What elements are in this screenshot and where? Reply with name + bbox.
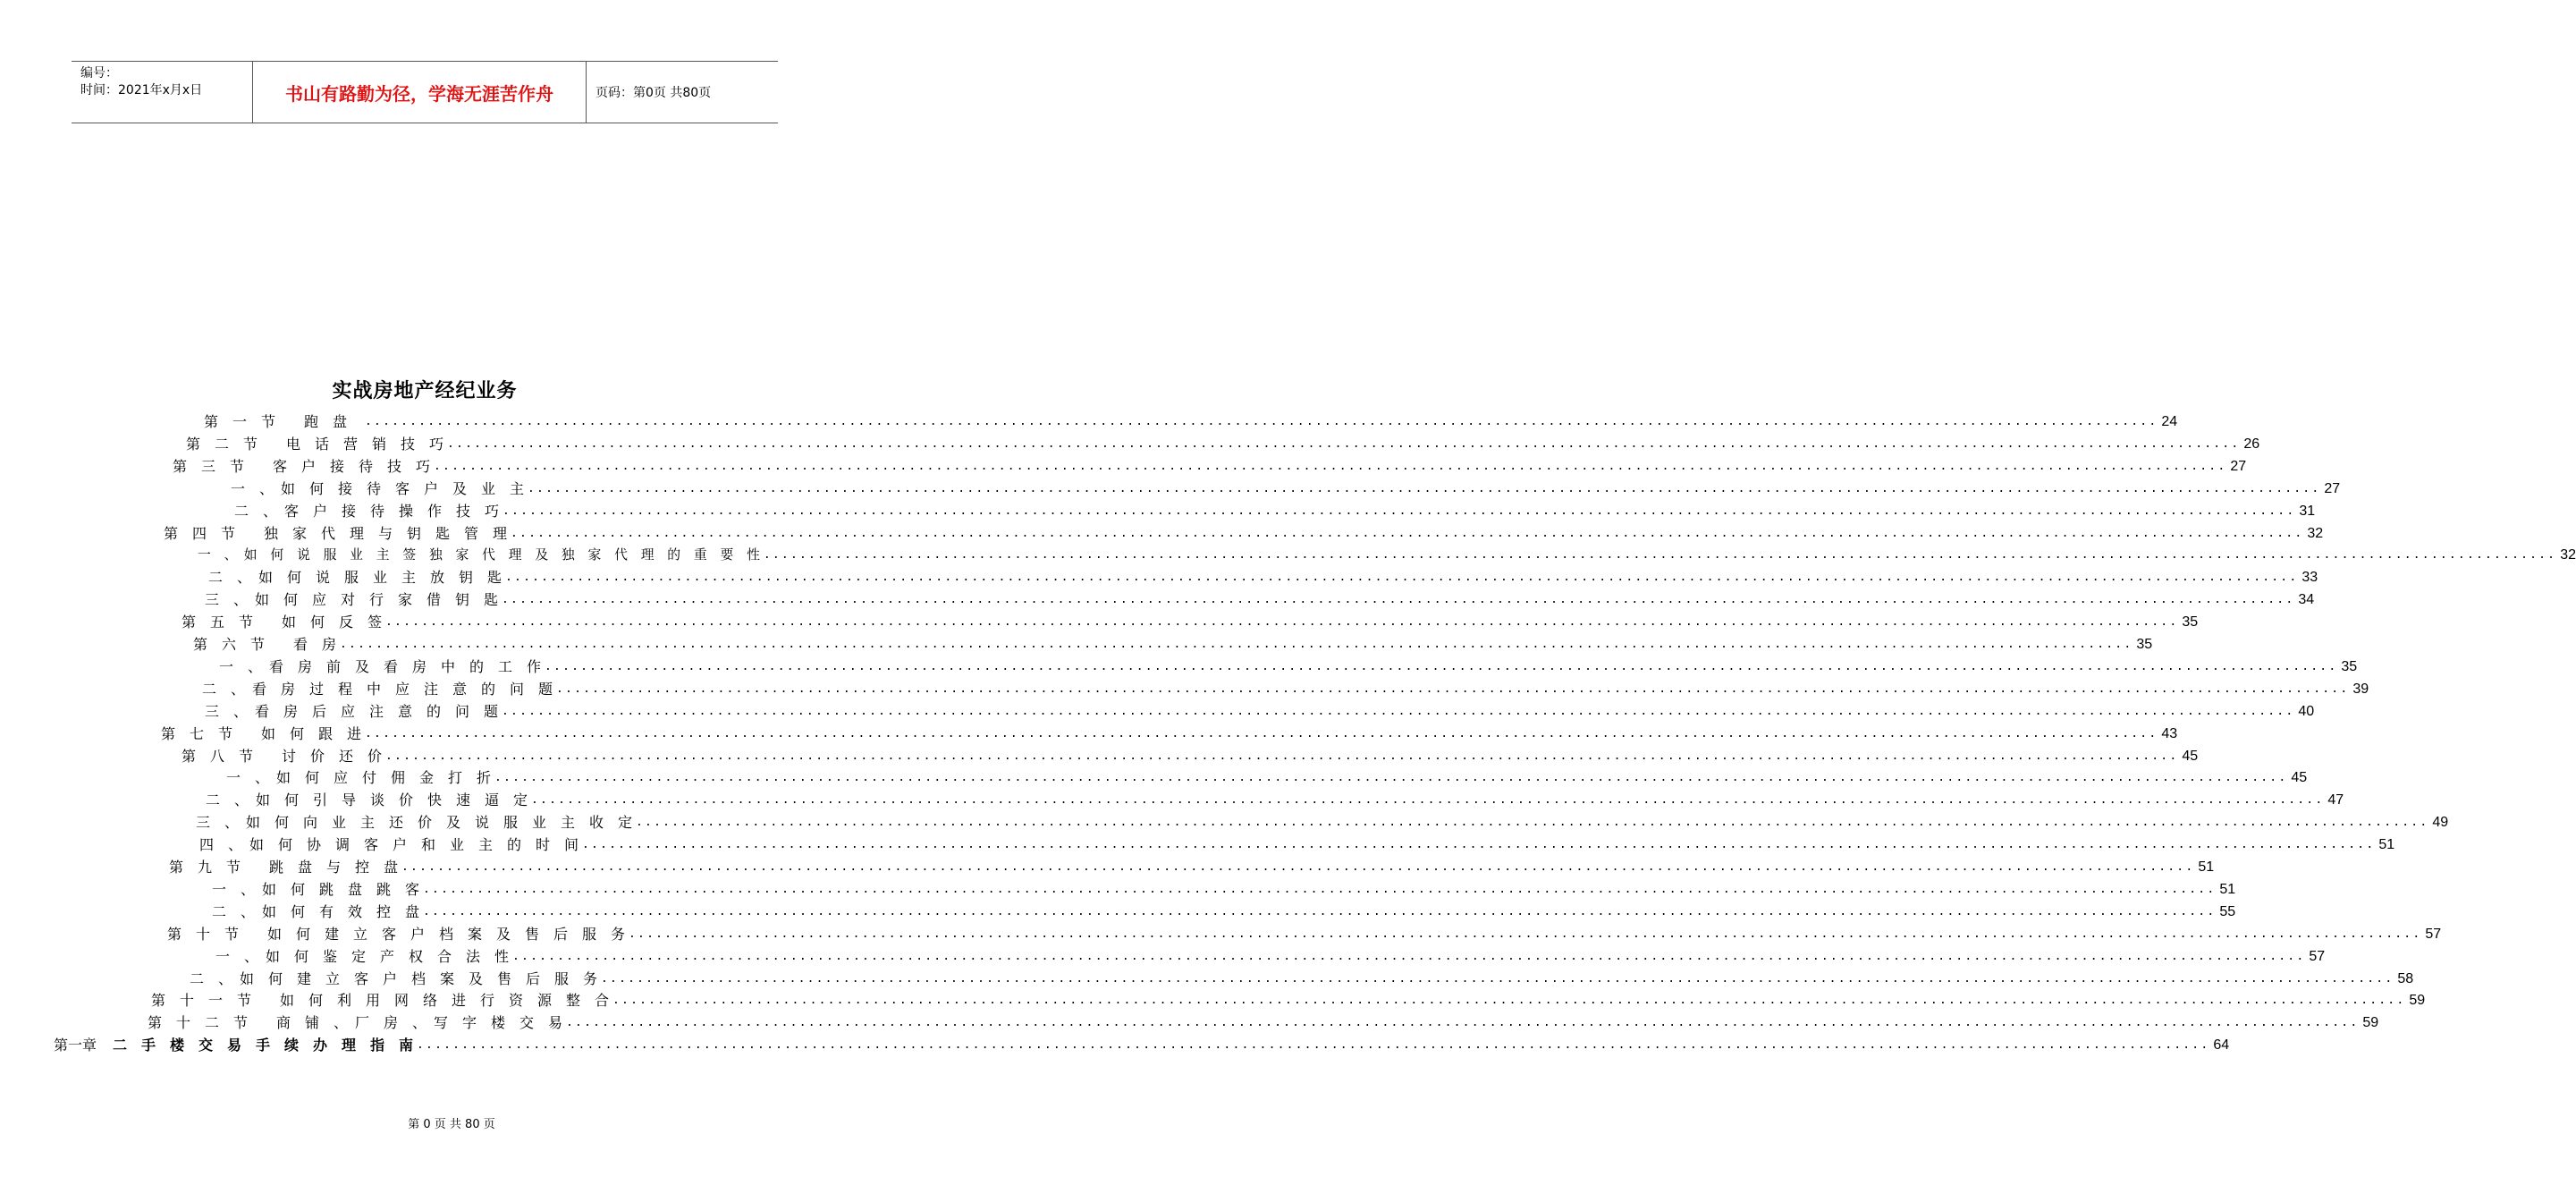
toc-entry-label: 一 、 如 何 鉴 定 产 权 合 法 性	[215, 947, 510, 965]
toc-page-number: 57	[2309, 948, 2326, 964]
toc-entry-label: 二 、 如 何 建 立 客 户 档 案 及 售 后 服 务	[190, 969, 598, 987]
toc-entry[interactable]	[182, 746, 2199, 767]
toc-page-number: 43	[2161, 725, 2178, 741]
toc-entry-label: 第 八 节 讨 价 还 价	[182, 747, 383, 765]
document-date: 时间：2021年x月x日	[80, 83, 203, 97]
toc-page-number: 40	[2298, 703, 2315, 719]
document-number: 编号：	[80, 66, 118, 80]
toc-leader-dots: ........................................................................................................................................................................................................	[503, 504, 2296, 518]
toc-entry[interactable]	[167, 924, 2442, 945]
toc-entry[interactable]	[182, 612, 2199, 633]
toc-entry-label: 第 五 节 如 何 反 签	[182, 614, 383, 631]
toc-entry-label: 一 、 如 何 说 服 业 主 签 独 家 代 理 及 独 家 代 理 的 重 要 性	[198, 547, 760, 563]
toc-page-number: 51	[2219, 881, 2236, 897]
toc-entry[interactable]	[202, 679, 2369, 700]
toc-leader-dots: ........................................................................................................................................................................................................	[423, 904, 2217, 918]
toc-entry[interactable]	[164, 523, 2324, 545]
toc-leader-dots: ........................................................................................................................................................................................................	[385, 749, 2179, 763]
page-footer: 第 0 页 共 80 页	[408, 1118, 495, 1131]
toc-entry-label: 第 十 一 节 如 何 利 用 网 络 进 行 资 源 整 合	[151, 992, 610, 1010]
toc-leader-dots: ........................................................................................................................................................................................................	[528, 481, 2321, 495]
toc-page-number: 27	[2324, 480, 2341, 496]
toc-page-number: 35	[2182, 614, 2199, 631]
toc-entry[interactable]	[169, 857, 2215, 878]
toc-entry[interactable]	[151, 990, 2426, 1012]
toc-leader-dots: ........................................................................................................................................................................................................	[556, 681, 2350, 696]
toc-page-number: 33	[2302, 570, 2318, 586]
toc-entry[interactable]	[199, 834, 2395, 856]
toc-chapter-prefix: 第一章	[54, 1037, 97, 1054]
toc-entry[interactable]	[204, 411, 2178, 433]
toc-page-number: 32	[2560, 547, 2576, 563]
toc-entry[interactable]	[205, 701, 2315, 723]
toc-entry-label: 一 、 看 房 前 及 看 房 中 的 工 作	[219, 657, 542, 675]
toc-leader-dots: ........................................................................................................................................................................................................	[566, 1016, 2360, 1030]
toc-page-number: 45	[2291, 770, 2308, 786]
toc-entry[interactable]	[234, 501, 2316, 522]
toc-page-number: 39	[2352, 681, 2369, 697]
toc-page-number: 45	[2182, 748, 2199, 764]
toc-entry[interactable]	[196, 812, 2449, 834]
toc-entry-label: 三 、 如 何 应 对 行 家 借 钥 匙	[205, 591, 499, 609]
toc-page-number: 55	[2219, 903, 2236, 919]
header-meta	[72, 62, 252, 123]
toc-leader-dots: ........................................................................................................................................................................................................	[434, 459, 2227, 473]
toc-entry-label: 三 、 看 房 后 应 注 意 的 问 题	[205, 702, 499, 720]
toc-leader-dots: ........................................................................................................................................................................................................	[365, 415, 2158, 428]
toc-entry[interactable]	[212, 902, 2236, 923]
toc-leader-dots: ........................................................................................................................................................................................................	[612, 994, 2406, 1008]
toc-entry-label: 第 一 节 跑 盘	[204, 413, 362, 430]
toc-entry[interactable]	[193, 634, 2153, 656]
toc-entry-label: 三 、 如 何 向 业 主 还 价 及 说 服 业 主 收 定	[196, 814, 633, 832]
toc-entry[interactable]	[212, 879, 2236, 901]
toc-leader-dots: ........................................................................................................................................................................................................	[423, 882, 2217, 896]
toc-leader-dots: ........................................................................................................................................................................................................	[401, 860, 2195, 874]
toc-leader-dots: ........................................................................................................................................................................................................	[502, 704, 2295, 718]
toc-entry[interactable]	[206, 790, 2344, 811]
toc-leader-dots: ........................................................................................................................................................................................................	[512, 949, 2306, 963]
toc-entry-label: 二 、 如 何 说 服 业 主 放 钥 匙	[208, 569, 503, 587]
toc-leader-dots: ........................................................................................................................................................................................................	[365, 726, 2158, 741]
toc-entry[interactable]	[231, 478, 2341, 500]
toc-entry[interactable]	[186, 434, 2260, 455]
toc-leader-dots: ........................................................................................................................................................................................................	[531, 793, 2325, 808]
toc-entry[interactable]	[205, 589, 2315, 611]
toc-entry-label: 第 七 节 如 何 跟 进	[161, 724, 362, 742]
toc-page-number: 59	[2362, 1015, 2379, 1031]
toc-page-number: 59	[2409, 993, 2426, 1009]
toc-entry-label: 第 九 节 跳 盘 与 控 盘	[169, 859, 399, 876]
header-page-info: 页码：第0页 共80页	[595, 86, 712, 100]
toc-leader-dots: ........................................................................................................................................................................................................	[545, 659, 2338, 673]
toc-entry[interactable]	[219, 656, 2358, 678]
toc-entry-label: 一 、 如 何 接 待 客 户 及 业 主	[231, 479, 525, 497]
toc-entry-label: 二 手 楼 交 易 手 续 办 理 指 南	[113, 1037, 414, 1054]
toc-leader-dots: ........................................................................................................................................................................................................	[502, 593, 2295, 607]
toc-entry-label: 二 、 如 何 引 导 谈 价 快 速 逼 定	[206, 791, 528, 809]
toc-leader-dots: ........................................................................................................................................................................................................	[763, 548, 2557, 563]
toc-page-number: 47	[2327, 792, 2344, 808]
toc-page-number: 32	[2307, 525, 2324, 541]
document-title: 实战房地产经纪业务	[332, 380, 518, 402]
toc-entry-label: 二 、 如 何 有 效 控 盘	[212, 902, 420, 920]
toc-entry-label: 二 、 客 户 接 待 操 作 技 巧	[234, 502, 500, 520]
toc-entry[interactable]	[198, 545, 2576, 566]
toc-leader-dots: ........................................................................................................................................................................................................	[505, 571, 2299, 585]
toc-leader-dots: ........................................................................................................................................................................................................	[494, 771, 2288, 785]
toc-page-number: 64	[2213, 1037, 2230, 1054]
toc-entry[interactable]	[148, 1012, 2379, 1034]
toc-leader-dots: ........................................................................................................................................................................................................	[582, 838, 2376, 852]
toc-page-number: 58	[2397, 970, 2414, 986]
toc-entry-label: 一 、 如 何 应 付 佣 金 打 折	[226, 769, 492, 787]
toc-leader-dots: ........................................................................................................................................................................................................	[601, 971, 2394, 986]
toc-leader-dots: ........................................................................................................................................................................................................	[511, 526, 2304, 540]
toc-page-number: 35	[2341, 658, 2358, 674]
toc-entry-label: 第 十 节 如 何 建 立 客 户 档 案 及 售 后 服 务	[167, 925, 626, 943]
toc-entry-label: 第 三 节 客 户 接 待 技 巧	[173, 457, 431, 475]
toc-page-number: 49	[2432, 815, 2449, 831]
toc-entry[interactable]	[215, 946, 2326, 968]
toc-entry[interactable]	[226, 767, 2308, 789]
toc-entry-label: 第 六 节 看 房	[193, 636, 337, 653]
page-header	[72, 61, 778, 123]
toc-page-number: 31	[2299, 503, 2316, 519]
toc-entry-label: 一 、 如 何 跳 盘 跳 客	[212, 880, 420, 898]
toc-leader-dots: ........................................................................................................................................................................................................	[340, 638, 2133, 651]
toc-leader-dots: ........................................................................................................................................................................................................	[447, 436, 2241, 451]
toc-page-number: 57	[2425, 926, 2442, 942]
toc-page-number: 35	[2136, 637, 2153, 652]
toc-page-number: 26	[2243, 436, 2260, 452]
toc-entry[interactable]	[173, 456, 2247, 478]
toc-entry-label: 第 四 节 独 家 代 理 与 钥 匙 管 理	[164, 524, 508, 542]
toc-page-number: 24	[2161, 414, 2178, 429]
toc-entry-label: 第 二 节 电 话 营 销 技 巧	[186, 435, 444, 453]
toc-page-number: 34	[2298, 592, 2315, 608]
toc-page-number: 51	[2198, 859, 2215, 875]
toc-leader-dots: ........................................................................................................................................................................................................	[417, 1038, 2210, 1053]
header-motto: 书山有路勤为径，学海无涯苦作舟	[252, 62, 587, 123]
toc-entry-label: 二 、 看 房 过 程 中 应 注 意 的 问 题	[202, 680, 553, 698]
toc-entry[interactable]	[161, 724, 2178, 745]
toc-entry[interactable]	[190, 969, 2414, 990]
toc-leader-dots: ........................................................................................................................................................................................................	[636, 816, 2429, 830]
toc-leader-dots: ........................................................................................................................................................................................................	[629, 927, 2422, 941]
toc-entry[interactable]	[54, 1035, 2230, 1056]
toc-page-number: 51	[2378, 837, 2395, 853]
toc-leader-dots: ........................................................................................................................................................................................................	[385, 615, 2179, 630]
toc-entry[interactable]	[208, 567, 2318, 588]
toc-entry-label: 第 十 二 节 商 铺 、 厂 房 、 写 字 楼 交 易	[148, 1014, 563, 1032]
toc-entry-label: 四 、 如 何 协 调 客 户 和 业 主 的 时 间	[199, 836, 579, 854]
toc-page-number: 27	[2230, 458, 2247, 474]
